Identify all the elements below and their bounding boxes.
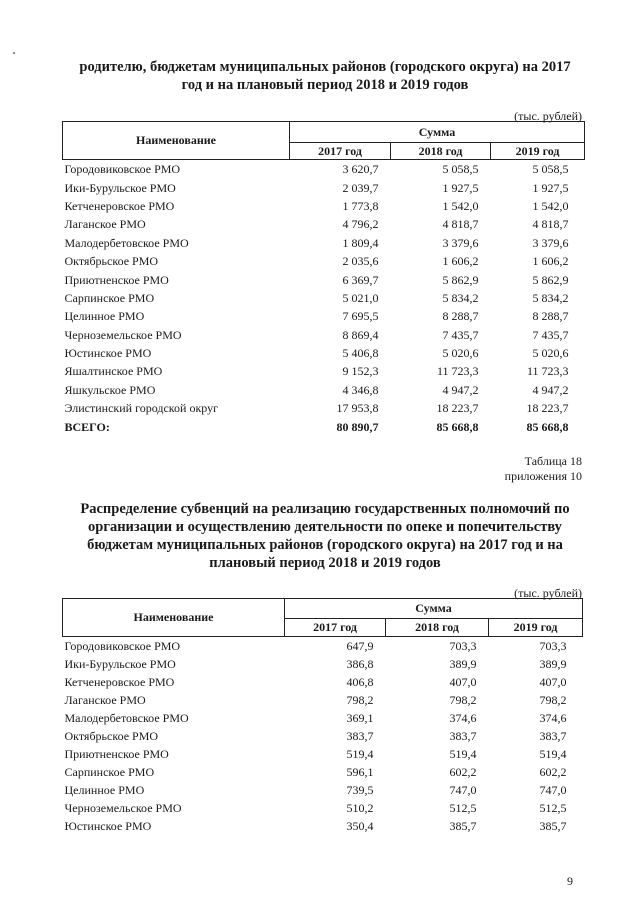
cell-value: 1 542,0 xyxy=(532,198,569,213)
cell-name: Кетченеровское РМО xyxy=(64,198,175,213)
section1-unit: (тыс. рублей) xyxy=(514,109,582,123)
table-row xyxy=(63,709,583,727)
cell-value: 5 020,6 xyxy=(532,346,569,361)
cell-value: 747,0 xyxy=(539,783,567,797)
cell-name: Юстинское РМО xyxy=(64,819,152,833)
cell-value: 1 606,2 xyxy=(442,254,479,269)
cell-value: 407,0 xyxy=(539,675,567,689)
scan-speck xyxy=(13,52,15,54)
cell-value: 510,2 xyxy=(346,801,374,815)
cell-value: 383,7 xyxy=(346,729,374,743)
cell-value: 798,2 xyxy=(346,693,374,707)
cell-name: Городовиковское РМО xyxy=(64,639,181,653)
total-label: ВСЕГО: xyxy=(64,419,110,434)
header-2017: 2017 год xyxy=(285,619,386,637)
cell-name: Яшалтинское РМО xyxy=(64,364,163,379)
cell-value: 602,2 xyxy=(449,765,477,779)
section1-title-line1: родителю, бюджетам муниципальных районов (городского округа) на 2017 xyxy=(79,59,571,75)
table-row xyxy=(63,637,583,656)
table-row xyxy=(63,307,585,325)
header-2019: 2019 год xyxy=(489,619,583,637)
cell-value: 374,6 xyxy=(539,711,567,725)
cell-name: Приютненское РМО xyxy=(64,272,169,287)
table-row xyxy=(63,727,583,745)
cell-value: 1 927,5 xyxy=(532,180,569,195)
cell-value: 5 862,9 xyxy=(442,272,479,287)
total-value: 85 668,8 xyxy=(436,419,479,434)
cell-value: 18 223,7 xyxy=(526,401,569,416)
cell-name: Октябрьское РМО xyxy=(64,729,159,743)
cell-value: 8 288,7 xyxy=(442,309,479,324)
cell-value: 386,8 xyxy=(346,657,374,671)
cell-value: 4 947,2 xyxy=(532,382,569,397)
cell-value: 703,3 xyxy=(539,639,567,653)
cell-value: 374,6 xyxy=(449,711,477,725)
cell-name: Ики-Бурульское РМО xyxy=(64,657,176,671)
cell-value: 1 542,0 xyxy=(442,198,479,213)
table-reference xyxy=(505,454,582,484)
header-2018: 2018 год xyxy=(391,143,491,160)
cell-value: 7 695,5 xyxy=(342,309,379,324)
cell-value: 407,0 xyxy=(449,675,477,689)
cell-value: 2 039,7 xyxy=(342,180,379,195)
cell-value: 512,5 xyxy=(539,801,567,815)
header-2018: 2018 год xyxy=(386,619,489,637)
cell-name: Яшкульское РМО xyxy=(64,382,156,397)
cell-name: Малодербетовское РМО xyxy=(64,711,189,725)
table-row xyxy=(63,362,585,380)
cell-name: Сарпинское РМО xyxy=(64,290,155,305)
section1-title-line2: год и на плановый период 2018 и 2019 годов xyxy=(181,77,469,93)
header-name: Наименование xyxy=(63,599,285,637)
cell-name: Городовиковское РМО xyxy=(64,162,181,177)
header-2019: 2019 год xyxy=(491,143,585,160)
cell-name: Кетченеровское РМО xyxy=(64,675,175,689)
cell-value: 4 818,7 xyxy=(442,217,479,232)
cell-value: 596,1 xyxy=(346,765,374,779)
table-row xyxy=(63,399,585,417)
table-row xyxy=(63,289,585,307)
section1-table xyxy=(62,121,585,436)
section2-title-line4: плановый период 2018 и 2019 годов xyxy=(209,555,441,571)
table-row xyxy=(63,252,585,270)
cell-value: 1 927,5 xyxy=(442,180,479,195)
cell-value: 703,3 xyxy=(449,639,477,653)
cell-value: 647,9 xyxy=(346,639,374,653)
cell-name: Черноземельское РМО xyxy=(64,801,182,815)
table-row xyxy=(63,178,585,196)
cell-name: Октябрьское РМО xyxy=(64,254,159,269)
cell-value: 1 809,4 xyxy=(342,235,379,250)
cell-name: Черноземельское РМО xyxy=(64,327,182,342)
table-reference-line1: Таблица 18 xyxy=(524,454,582,468)
header-2017: 2017 год xyxy=(290,143,391,160)
cell-value: 519,4 xyxy=(539,747,567,761)
table-row xyxy=(63,326,585,344)
cell-name: Целинное РМО xyxy=(64,783,145,797)
table-row xyxy=(63,344,585,362)
cell-value: 4 346,8 xyxy=(342,382,379,397)
cell-value: 5 406,8 xyxy=(342,346,379,361)
cell-value: 406,8 xyxy=(346,675,374,689)
cell-name: Лаганское РМО xyxy=(64,693,146,707)
table-row xyxy=(63,197,585,215)
total-row xyxy=(63,417,585,435)
cell-value: 2 035,6 xyxy=(342,254,379,269)
section2-table xyxy=(62,598,583,835)
section2-title-line2: организации и осуществлению деятельности по опеке и попечительству xyxy=(88,519,562,535)
cell-value: 512,5 xyxy=(449,801,477,815)
table-row xyxy=(63,215,585,233)
cell-value: 7 435,7 xyxy=(442,327,479,342)
cell-name: Лаганское РМО xyxy=(64,217,146,232)
cell-value: 3 620,7 xyxy=(342,162,379,177)
cell-value: 369,1 xyxy=(346,711,374,725)
cell-value: 17 953,8 xyxy=(336,401,379,416)
table-row xyxy=(63,655,583,673)
cell-value: 739,5 xyxy=(346,783,374,797)
cell-value: 389,9 xyxy=(539,657,567,671)
cell-value: 11 723,3 xyxy=(526,364,569,379)
cell-value: 4 818,7 xyxy=(532,217,569,232)
cell-value: 519,4 xyxy=(449,747,477,761)
cell-value: 7 435,7 xyxy=(532,327,569,342)
cell-value: 5 862,9 xyxy=(532,272,569,287)
cell-value: 350,4 xyxy=(346,819,374,833)
cell-name: Сарпинское РМО xyxy=(64,765,155,779)
table-row xyxy=(63,381,585,399)
cell-value: 389,9 xyxy=(449,657,477,671)
table-row xyxy=(63,799,583,817)
cell-name: Элистинский городской округ xyxy=(64,401,219,416)
cell-value: 385,7 xyxy=(449,819,477,833)
header-sum: Сумма xyxy=(285,599,583,619)
table-row xyxy=(63,673,583,691)
cell-value: 8 869,4 xyxy=(342,327,379,342)
cell-value: 5 834,2 xyxy=(532,290,569,305)
cell-value: 1 606,2 xyxy=(532,254,569,269)
cell-value: 6 369,7 xyxy=(342,272,379,287)
cell-value: 3 379,6 xyxy=(532,235,569,250)
header-sum: Сумма xyxy=(290,122,585,143)
table-row xyxy=(63,745,583,763)
section2-title xyxy=(55,500,595,572)
table-row xyxy=(63,763,583,781)
cell-value: 383,7 xyxy=(539,729,567,743)
cell-value: 18 223,7 xyxy=(436,401,479,416)
cell-value: 5 834,2 xyxy=(442,290,479,305)
table-reference-line2: приложения 10 xyxy=(504,469,582,483)
cell-value: 8 288,7 xyxy=(532,309,569,324)
cell-name: Малодербетовское РМО xyxy=(64,235,189,250)
table-row xyxy=(63,817,583,835)
cell-value: 5 020,6 xyxy=(442,346,479,361)
cell-value: 385,7 xyxy=(539,819,567,833)
cell-name: Юстинское РМО xyxy=(64,346,152,361)
table-row xyxy=(63,270,585,288)
cell-value: 5 058,5 xyxy=(532,162,569,177)
table-row xyxy=(63,234,585,252)
cell-value: 11 723,3 xyxy=(436,364,479,379)
cell-name: Приютненское РМО xyxy=(64,747,169,761)
cell-value: 4 947,2 xyxy=(442,382,479,397)
cell-value: 9 152,3 xyxy=(342,364,379,379)
table-row xyxy=(63,160,585,179)
section2-title-line1: Распределение субвенций на реализацию государственных полномочий по xyxy=(80,501,570,517)
total-value: 80 890,7 xyxy=(336,419,379,434)
cell-name: Целинное РМО xyxy=(64,309,145,324)
cell-value: 602,2 xyxy=(539,765,567,779)
section1-title xyxy=(55,58,595,94)
header-name: Наименование xyxy=(63,122,290,160)
cell-value: 3 379,6 xyxy=(442,235,479,250)
table-row xyxy=(63,691,583,709)
table-row xyxy=(63,781,583,799)
cell-value: 798,2 xyxy=(539,693,567,707)
section2-title-line3: бюджетам муниципальных районов (городского округа) на 2017 год и на xyxy=(87,537,563,553)
cell-value: 798,2 xyxy=(449,693,477,707)
cell-value: 5 058,5 xyxy=(442,162,479,177)
cell-value: 519,4 xyxy=(346,747,374,761)
cell-value: 4 796,2 xyxy=(342,217,379,232)
total-value: 85 668,8 xyxy=(526,419,569,434)
cell-value: 747,0 xyxy=(449,783,477,797)
cell-value: 5 021,0 xyxy=(342,290,379,305)
page-number: 9 xyxy=(567,874,573,888)
cell-value: 383,7 xyxy=(449,729,477,743)
cell-name: Ики-Бурульское РМО xyxy=(64,180,176,195)
cell-value: 1 773,8 xyxy=(342,198,379,213)
section2-unit: (тыс. рублей) xyxy=(514,586,582,600)
